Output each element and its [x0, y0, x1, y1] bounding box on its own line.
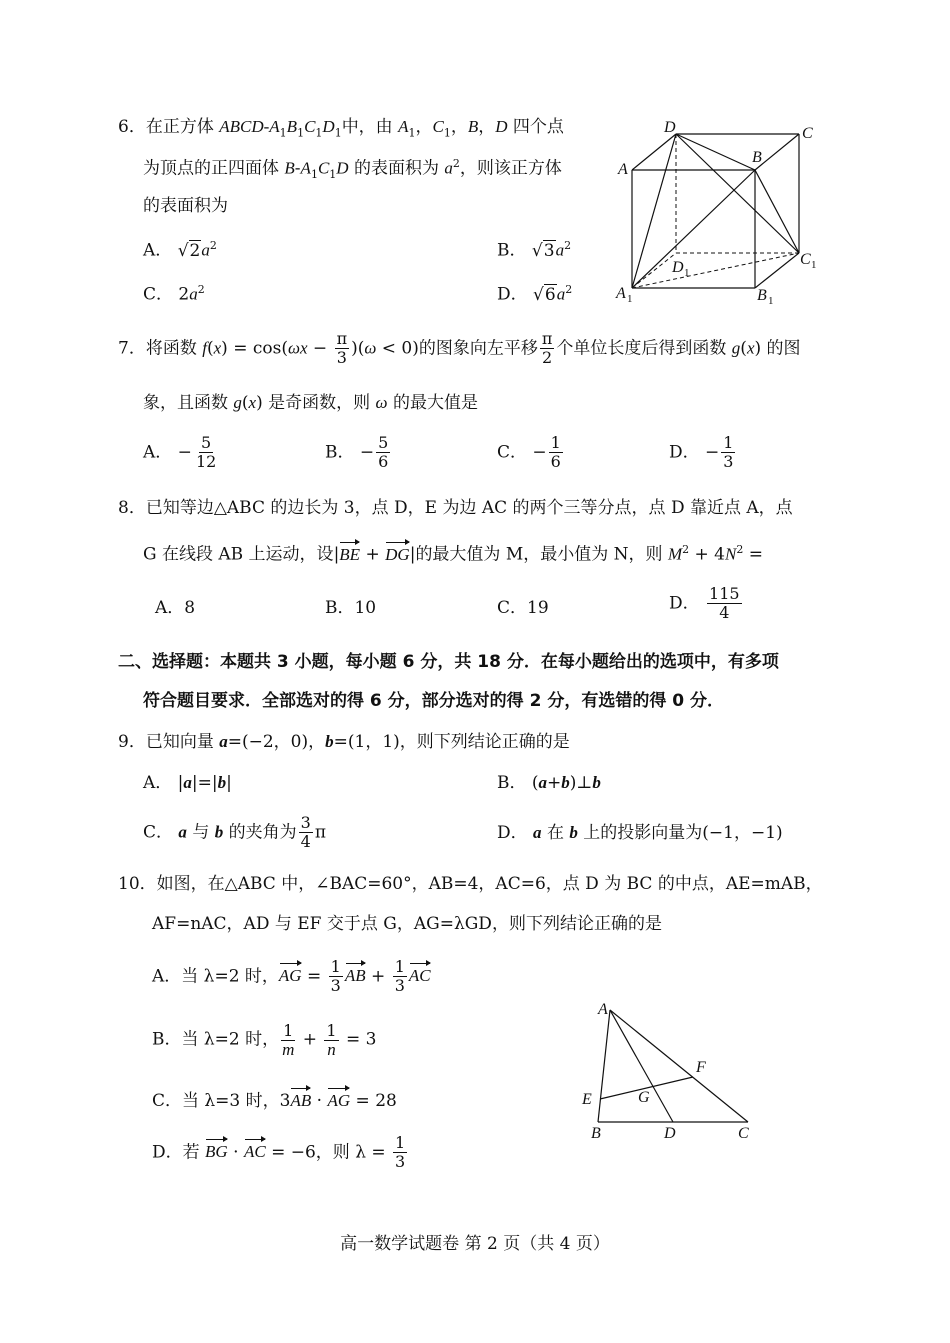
q8-option-a: A．8 [155, 598, 196, 618]
page-footer: 高一数学试题卷 第 2 页（共 4 页） [340, 1234, 610, 1254]
q6-option-a: A． $√2a^2$ [143, 239, 217, 261]
q10-option-d: D．若 BG · AC = −6，则 λ = $\frac{1}{3}$ [152, 1133, 406, 1172]
cube-label-d: D [664, 119, 676, 136]
section2-heading-line2: 符合题目要求．全部选对的得 6 分，部分选对的得 2 分，有选错的得 0 分． [143, 691, 724, 711]
tri-label-g: G [638, 1089, 650, 1106]
tri-label-d: D [664, 1125, 676, 1142]
triangle-diagram [576, 998, 776, 1148]
tri-label-b: B [591, 1125, 601, 1142]
q9-option-b: B． (a+b)⊥b [497, 773, 601, 793]
q8-line2: G 在线段 AB 上运动，设|BE + DG|的最大值为 M，最小值为 N，则 $M^2 + 4N^2$ = [143, 543, 763, 565]
q7-option-c: C． − $\frac{1}{6}$ [497, 433, 561, 472]
q7-option-d: D． − $\frac{1}{3}$ [669, 433, 734, 472]
q10-option-a: A．当 λ=2 时，AG = $\frac{1}{3}$ AB + $\frac{1}{3}$ AC [152, 957, 431, 996]
q7-option-a: A． − $\frac{5}{12}$ [143, 433, 217, 472]
q10-line2: AF=nAC，AD 与 EF 交于点 G，AG=λGD，则下列结论正确的是 [152, 914, 662, 934]
q8-line1: 8．已知等边△ABC 的边长为 3，点 D，E 为边 AC 的两个三等分点，点 D 靠近点 A，点 [118, 498, 793, 518]
q8-option-b: B．10 [325, 598, 377, 618]
q9-stem: 9．已知向量 a=(−2，0)，b=(1，1)，则下列结论正确的是 [118, 732, 570, 752]
q8-option-c: C．19 [497, 598, 549, 618]
cube-label-d1: D [672, 259, 684, 276]
q6-option-d: D． $√6a^2$ [497, 283, 573, 305]
q7-option-b: B． − $\frac{5}{6}$ [325, 433, 389, 472]
section2-heading-line1: 二、选择题：本题共 3 小题，每小题 6 分，共 18 分．在每小题给出的选项中，有多项 [118, 652, 779, 672]
cube-label-b1-sub: 1 [768, 295, 774, 307]
cube-label-a1: A [616, 285, 626, 302]
q10-option-b: B．当 λ=2 时， $\frac{1}{m}$ + $\frac{1}{n}$ = 3 [152, 1021, 377, 1060]
cube-label-a: A [618, 161, 628, 178]
q9-option-a: A． |a|=|b| [143, 773, 232, 793]
q8-option-d: D． $\frac{115}{4}$ [669, 584, 740, 623]
tri-label-a: A [598, 1001, 608, 1018]
cube-label-c1-sub: 1 [811, 259, 817, 271]
cube-label-b: B [752, 149, 762, 166]
tri-label-f: F [696, 1059, 706, 1076]
tri-label-e: E [582, 1091, 592, 1108]
q6-line1: 6．在正方体 ABCD-$A_1B_1C_1D_1$中，由 $A_1$，$C_1$，B，D 四个点 [118, 117, 564, 140]
tri-label-c: C [738, 1125, 749, 1142]
q10-line1: 10．如图，在△ABC 中，∠BAC=60°，AB=4，AC=6，点 D 为 BC 的中点，AE=mAB， [118, 874, 823, 894]
cube-diagram [610, 118, 830, 308]
cube-label-a1-sub: 1 [627, 293, 633, 305]
q6-option-c: C． $2a^2$ [143, 283, 205, 305]
q7-line2: 象，且函数 g(x) 是奇函数，则 ω 的最大值是 [143, 393, 478, 413]
cube-label-c: C [802, 125, 813, 142]
q6-line2: 为顶点的正四面体 $B-A_1C_1D$ 的表面积为 $a^2$，则该正方体 [143, 157, 562, 182]
cube-label-c1: C [800, 251, 811, 268]
q10-option-c: C．当 λ=3 时，3AB · AG = 28 [152, 1091, 397, 1111]
cube-label-d1-sub: 1 [684, 267, 690, 279]
q6-option-b: B． $√3a^2$ [497, 239, 572, 261]
q7-line1: 7．将函数 f(x) = cos(ωx − $\frac{\pi}{3}$ )(ω < 0)的图象向左平移 $\frac{\pi}{2}$ 个单位长度后得到函数 g(x) 的图 [118, 329, 801, 368]
q9-option-c: C． a 与 b 的夹角为 $\frac{3}{4}$ π [143, 813, 327, 852]
q6-line3: 的表面积为 [143, 196, 228, 216]
cube-label-b1: B [757, 287, 767, 304]
q9-option-d: D． a 在 b 上的投影向量为(−1，−1) [497, 823, 783, 843]
